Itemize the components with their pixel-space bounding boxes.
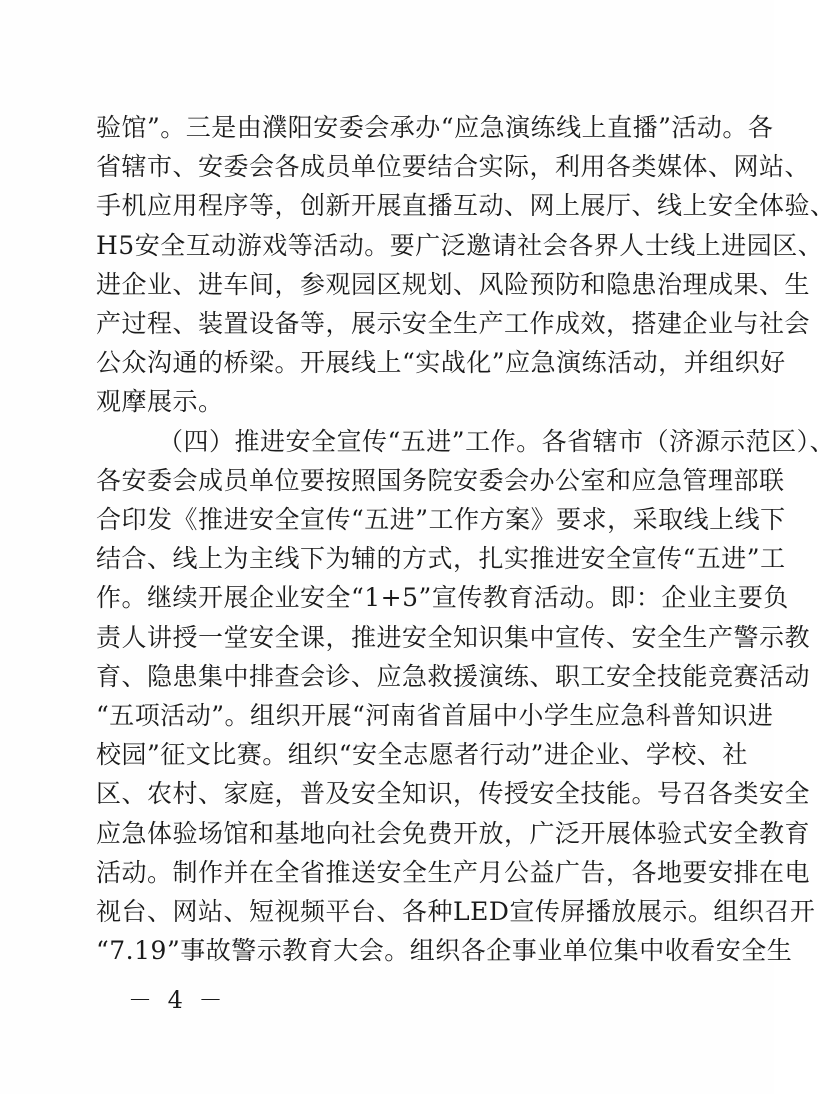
body-text-line: 验馆”。三是由濮阳安委会承办“应急演练线上直播”活动。各	[96, 113, 774, 142]
body-text-line: 育、隐患集中排查会诊、应急救援演练、职工安全技能竞赛活动	[96, 661, 811, 691]
body-text-line: 活动。制作并在全省推送安全生产月公益广告，各地要安排在电	[96, 857, 811, 887]
body-text-line: 视台、网站、短视频平台、各种LED宣传屏播放展示。组织召开	[96, 897, 816, 926]
section-heading-line: （四）推进安全宣传“五进”工作。各省辖市（济源示范区）、	[158, 426, 836, 456]
body-text-line: 应急体验场馆和基地向社会免费开放，广泛开展体验式安全教育	[96, 818, 811, 848]
body-text-line: 各安委会成员单位要按照国务院安委会办公室和应急管理部联	[96, 465, 785, 495]
body-text-line: “7.19”事故警示教育大会。组织各企事业单位集中收看安全生	[96, 936, 793, 966]
body-text-line: 结合、线上为主线下为辅的方式，扎实推进安全宣传“五进”工	[96, 544, 786, 574]
body-text-line: 责人讲授一堂安全课，推进安全知识集中宣传、安全生产警示教	[96, 622, 811, 652]
body-text-line: 区、农村、家庭，普及安全知识，传授安全技能。号召各类安全	[96, 779, 811, 809]
body-text-line: 观摩展示。	[96, 387, 224, 417]
body-text-line: H5安全互动游戏等活动。要广泛邀请社会各界人士线上进园区、	[96, 230, 824, 260]
body-text-line: 产过程、装置设备等，展示安全生产工作成效，搭建企业与社会	[96, 309, 811, 338]
page-number: － 4 －	[128, 986, 227, 1014]
body-text-line: 手机应用程序等，创新开展直播互动、网上展厅、线上安全体验、	[96, 191, 836, 221]
body-text-line: 校园”征文比赛。组织“安全志愿者行动”进企业、学校、社	[96, 740, 748, 770]
body-text-line: 进企业、进车间，参观园区规划、风险预防和隐患治理成果、生	[96, 269, 811, 299]
body-text-line: 省辖市、安委会各成员单位要结合实际，利用各类媒体、网站、	[96, 152, 811, 182]
body-text-line: “五项活动”。组织开展“河南省首届中小学生应急科普知识进	[96, 701, 774, 730]
body-text-line: 公众沟通的桥梁。开展线上“实战化”应急演练活动，并组织好	[96, 348, 786, 378]
body-text-line: 作。继续开展企业安全“1+5”宣传教育活动。即：企业主要负	[96, 583, 789, 613]
body-text-line: 合印发《推进安全宣传“五进”工作方案》要求，采取线上线下	[96, 505, 786, 534]
